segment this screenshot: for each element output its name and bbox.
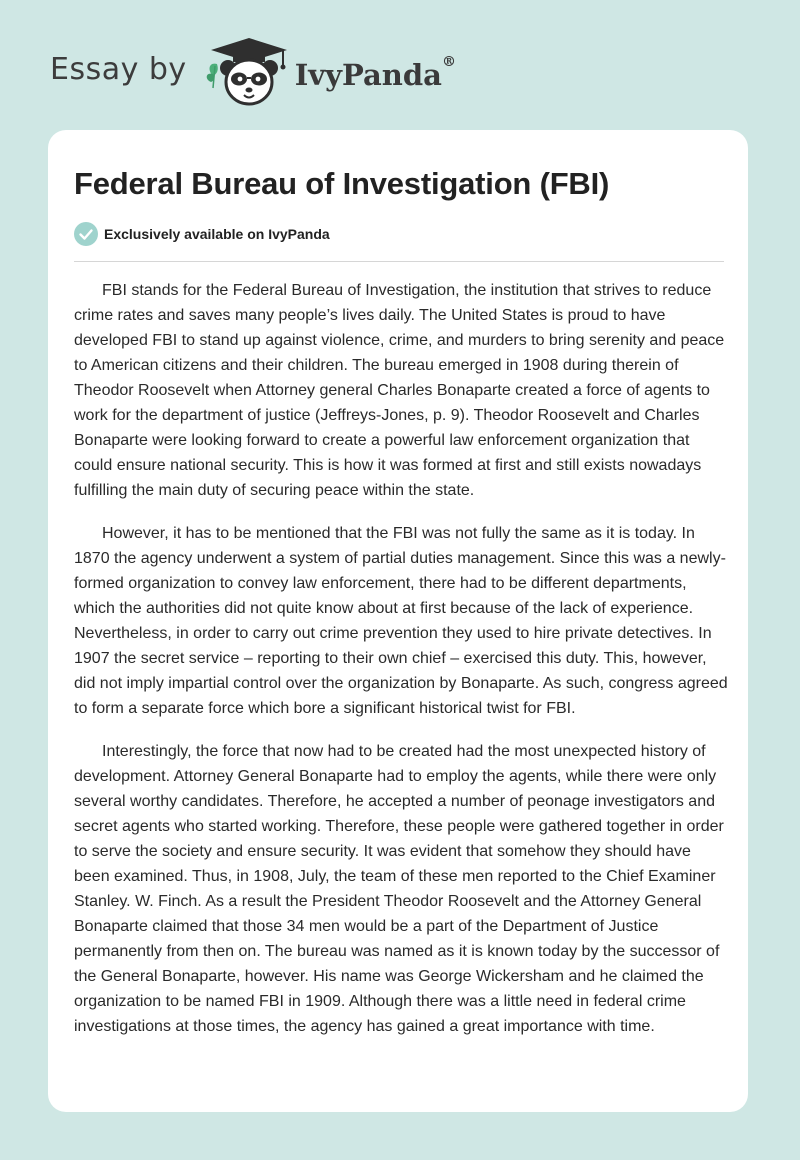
brand-name[interactable] xyxy=(294,54,456,92)
essay-body xyxy=(74,278,728,1057)
site-header xyxy=(50,36,456,108)
essay-by-label: Essay by xyxy=(50,51,187,87)
panda-graduation-cap-icon[interactable] xyxy=(201,36,289,108)
essay-card xyxy=(48,130,748,1112)
check-circle-icon xyxy=(74,222,98,246)
page-title: Federal Bureau of Investigation (FBI) xyxy=(74,166,610,201)
divider xyxy=(74,261,724,262)
trademark-symbol: ® xyxy=(441,54,456,70)
paragraph: Interestingly, the force that now had to be created had the most unexpected history of development. Attorney General Bonaparte had to employ the agents, while there were only several worthy candidates. Therefore, he accepted a number of peonage investigators and secret agents who started working. Therefore, these people were gathered together in order to serve the society and ensure security. It was evident that somehow they should have been examined. Thus, in 1908, July, the team of these men reported to the Chief Examiner Stanley. W. Finch. As a result the President Theodor Roosevelt and the Attorney General Bonaparte claimed that those 34 men would be a part of the Department of Justice permanently from then on. The bureau was named as it is known today by the successor of the General Bonaparte, however. His name was George Wickersham and he claimed the organization to be named FBI in 1909. Although there was a little need in federal crime investigations at those times, the agency has gained a great importance with time. xyxy=(74,743,724,1035)
paragraph: FBI stands for the Federal Bureau of Investigation, the institution that strives to reduce crime rates and saves many people’s lives daily. The United States is proud to have developed FBI to stand up against violence, crime, and murders to bring serenity and peace to American citizens and their children. The bureau emerged in 1908 during therein of Theodor Roosevelt when Attorney general Charles Bonaparte created a force of agents to work for the department of justice (Jeffreys-Jones, p. 9). Theodor Roosevelt and Charles Bonaparte were looking forward to create a powerful law enforcement organization that could ensure national security. This is how it was formed at first and still exists nowadays fulfilling the main duty of securing peace within the state. xyxy=(74,282,725,499)
brand-label: IvyPanda xyxy=(294,58,442,92)
exclusive-badge-label: Exclusively available on IvyPanda xyxy=(104,226,330,242)
exclusive-badge xyxy=(74,222,330,246)
paragraph: However, it has to be mentioned that the FBI was not fully the same as it is today. In 1870 the agency underwent a system of partial duties management. Since this was a newly-formed organization to convey law enforcement, there had to be different departments, which the authorities did not quite know about at first because of the lack of experience. Nevertheless, in order to carry out crime prevention they used to hire private detectives. In 1907 the secret service – reporting to their own chief – exercised this duty. This, however, did not imply impartial control over the organization by Bonaparte. As such, congress agreed to form a separate force which bore a significant historical twist for FBI. xyxy=(74,525,728,717)
